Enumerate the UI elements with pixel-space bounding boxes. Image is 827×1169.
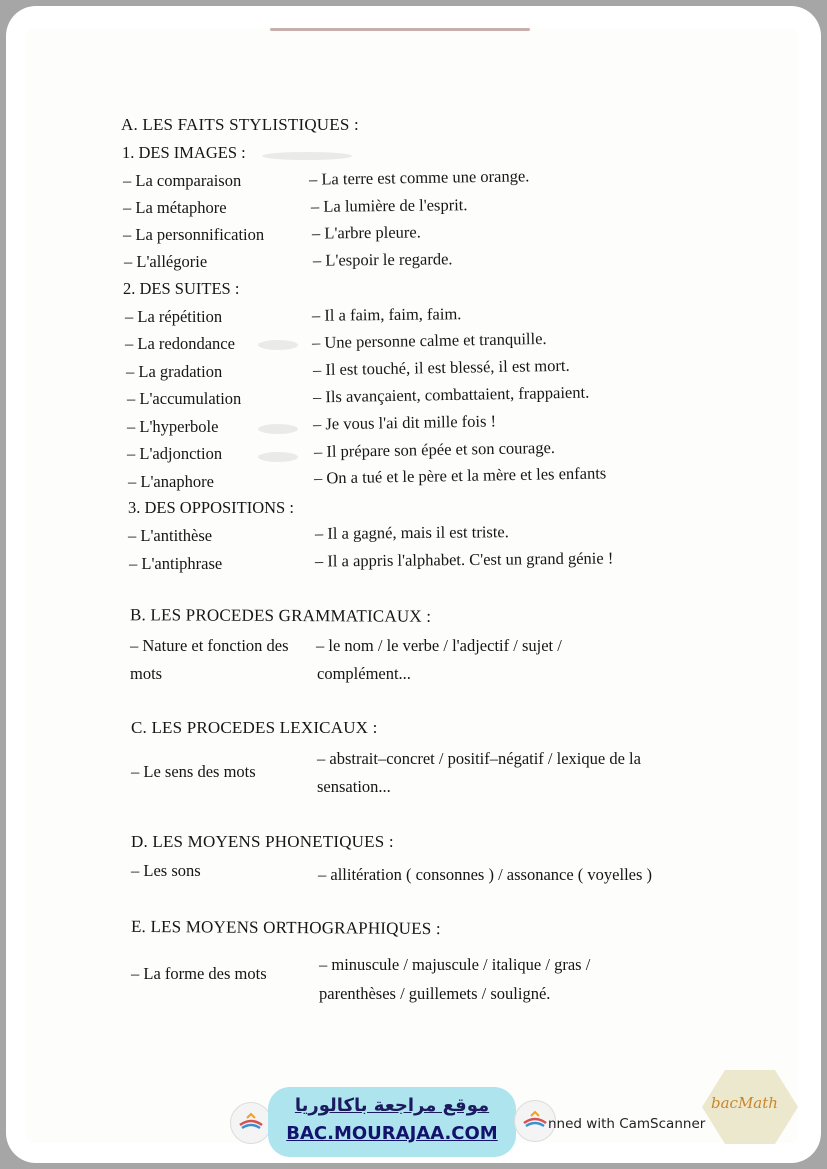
term-accumulation: – L'accumulation	[127, 389, 242, 408]
term-antiphrase: – L'antiphrase	[129, 554, 223, 573]
section-a-title: A. LES FAITS STYLISTIQUES :	[121, 115, 359, 134]
term-comparaison: – La comparaison	[123, 171, 242, 190]
term-antithese: – L'antithèse	[128, 526, 213, 545]
term-forme-mots: – La forme des mots	[131, 964, 267, 983]
site-banner[interactable]	[268, 1087, 516, 1157]
scan-smudge	[262, 152, 352, 160]
example-nature-fonction: – le nom / le verbe / l'adjectif / sujet /	[316, 636, 562, 655]
example-redondance: – Une personne calme et tranquille.	[311, 328, 547, 353]
example-comparaison: – La terre est comme une orange.	[308, 166, 530, 189]
section-d-title: D. LES MOYENS PHONETIQUES :	[131, 832, 394, 851]
example-gradation: – Il est touché, il est blessé, il est mort.	[312, 355, 570, 380]
term-repetition: – La répétition	[125, 307, 223, 326]
scan-smudge	[258, 424, 298, 434]
example-accumulation: – Ils avançaient, combattaient, frappaient.	[312, 382, 590, 407]
section-b-title: B. LES PROCEDES GRAMMATICAUX :	[129, 605, 432, 626]
term-nature-fonction-cont: mots	[130, 664, 163, 683]
section-e-title: E. LES MOYENS ORTHOGRAPHIQUES :	[130, 916, 441, 939]
section-c-title: C. LES PROCEDES LEXICAUX :	[131, 718, 378, 737]
site-arabic-name[interactable]: موقع مراجعة باكالوريا	[294, 1095, 490, 1116]
term-sens-mots: – Le sens des mots	[131, 762, 256, 781]
term-hyperbole: – L'hyperbole	[127, 417, 219, 436]
term-personnification: – La personnification	[123, 225, 265, 244]
example-hyperbole: – Je vous l'ai dit mille fois !	[312, 411, 497, 434]
term-gradation: – La gradation	[126, 362, 223, 381]
example-antiphrase: – Il a appris l'alphabet. C'est un grand génie !	[314, 548, 614, 571]
example-sens-mots-cont: sensation...	[317, 777, 391, 796]
term-adjonction: – L'adjonction	[127, 444, 223, 463]
example-anaphore: – On a tué et le père et la mère et les enfants	[313, 463, 607, 488]
suites-title: 2. DES SUITES :	[123, 279, 240, 298]
example-antithese: – Il a gagné, mais il est triste.	[314, 522, 509, 543]
example-adjonction: – Il prépare son épée et son courage.	[313, 437, 556, 462]
example-forme-mots-cont: parenthèses / guillemets / souligné.	[319, 984, 551, 1003]
term-allegorie: – L'allégorie	[124, 252, 208, 271]
example-metaphore: – La lumière de l'esprit.	[310, 195, 468, 216]
example-personnification: – L'arbre pleure.	[311, 222, 421, 243]
term-anaphore: – L'anaphore	[128, 472, 214, 491]
scan-smudge	[258, 340, 298, 350]
example-allegorie: – L'espoir le regarde.	[312, 249, 453, 270]
oppositions-title: 3. DES OPPOSITIONS :	[128, 498, 294, 517]
site-url-link[interactable]: BAC.MOURAJAA.COM	[286, 1123, 498, 1144]
bacmath-badge-label: bacMath	[711, 1094, 778, 1112]
book-logo-icon	[230, 1102, 272, 1144]
example-sens-mots: – abstrait–concret / positif–négatif / lexique de la	[317, 749, 641, 768]
images-title: 1. DES IMAGES :	[122, 143, 246, 162]
example-forme-mots: – minuscule / majuscule / italique / gras /	[319, 955, 591, 974]
term-redondance: – La redondance	[125, 334, 235, 353]
camscanner-watermark: nned with CamScanner	[548, 1116, 706, 1132]
term-nature-fonction: – Nature et fonction des	[130, 636, 289, 655]
term-sons: – Les sons	[131, 861, 201, 880]
example-repetition: – Il a faim, faim, faim.	[311, 304, 462, 325]
example-sons: – allitération ( consonnes ) / assonance ( voyelles )	[318, 865, 653, 884]
example-nature-fonction-cont: complément...	[317, 664, 411, 683]
scan-smudge	[258, 452, 298, 462]
term-metaphore: – La métaphore	[123, 198, 227, 217]
